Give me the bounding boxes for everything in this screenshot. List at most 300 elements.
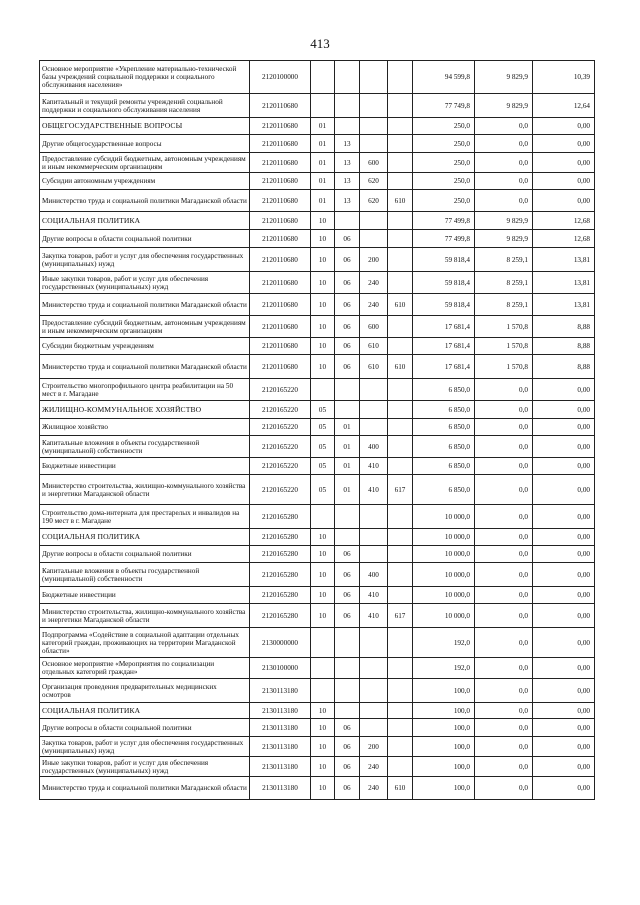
cell-name: Строительство многопрофильного центра реабилитации на 50 мест в г. Магадане (40, 379, 250, 401)
cell-vr (360, 719, 388, 737)
cell-percent: 0,00 (533, 719, 595, 737)
cell-vr (360, 505, 388, 529)
cell-rz: 10 (311, 338, 335, 355)
cell-gr (388, 658, 413, 679)
cell-amount: 6 850,0 (413, 436, 475, 458)
cell-csr: 2120165280 (250, 604, 311, 628)
cell-gr: 610 (388, 294, 413, 316)
cell-vr (360, 628, 388, 658)
table-row (40, 118, 595, 135)
cell-federal: 8 259,1 (475, 248, 533, 272)
cell-name: Субсидии автономным учреждениям (40, 173, 250, 190)
cell-gr: 610 (388, 777, 413, 800)
cell-amount: 77 749,8 (413, 94, 475, 118)
cell-amount: 100,0 (413, 703, 475, 719)
cell-csr: 2120110680 (250, 355, 311, 379)
cell-percent: 0,00 (533, 505, 595, 529)
cell-percent: 0,00 (533, 135, 595, 153)
cell-amount: 100,0 (413, 757, 475, 777)
cell-rz (311, 94, 335, 118)
cell-amount: 59 818,4 (413, 248, 475, 272)
cell-percent: 8,88 (533, 316, 595, 338)
cell-pr (335, 679, 360, 703)
cell-vr: 620 (360, 190, 388, 212)
cell-pr: 06 (335, 737, 360, 757)
cell-federal: 0,0 (475, 436, 533, 458)
table-row (40, 61, 595, 94)
cell-rz: 10 (311, 604, 335, 628)
cell-amount: 59 818,4 (413, 272, 475, 294)
table-row (40, 153, 595, 173)
cell-rz: 10 (311, 757, 335, 777)
cell-pr: 01 (335, 458, 360, 475)
table-row (40, 190, 595, 212)
cell-gr: 617 (388, 604, 413, 628)
cell-vr (360, 658, 388, 679)
table-row (40, 777, 595, 800)
cell-rz: 10 (311, 703, 335, 719)
cell-name: Бюджетные инвестиции (40, 458, 250, 475)
cell-csr: 2120110680 (250, 294, 311, 316)
cell-pr: 06 (335, 248, 360, 272)
cell-amount: 94 599,8 (413, 61, 475, 94)
cell-amount: 17 681,4 (413, 338, 475, 355)
table-row (40, 737, 595, 757)
cell-amount: 10 000,0 (413, 604, 475, 628)
cell-pr: 01 (335, 419, 360, 436)
table-row (40, 379, 595, 401)
table-row (40, 757, 595, 777)
cell-name: Министерство труда и социальной политики Магаданской области (40, 355, 250, 379)
cell-name: Капитальный и текущий ремонты учреждений социальной поддержки и социального обслуживания населения (40, 94, 250, 118)
cell-gr (388, 546, 413, 563)
cell-name: Капитальные вложения в объекты государственной (муниципальной) собственности (40, 563, 250, 587)
cell-amount: 250,0 (413, 190, 475, 212)
cell-rz: 05 (311, 436, 335, 458)
cell-pr: 06 (335, 316, 360, 338)
table-row (40, 135, 595, 153)
table-row (40, 458, 595, 475)
cell-pr (335, 703, 360, 719)
cell-federal: 0,0 (475, 419, 533, 436)
cell-percent: 0,00 (533, 475, 595, 505)
cell-gr (388, 436, 413, 458)
cell-gr (388, 94, 413, 118)
cell-pr (335, 529, 360, 546)
table-row (40, 316, 595, 338)
cell-pr (335, 212, 360, 230)
cell-vr (360, 230, 388, 248)
cell-vr (360, 379, 388, 401)
cell-amount: 10 000,0 (413, 529, 475, 546)
cell-pr: 01 (335, 436, 360, 458)
cell-csr: 2120165220 (250, 475, 311, 505)
cell-percent: 0,00 (533, 679, 595, 703)
cell-federal: 8 259,1 (475, 294, 533, 316)
cell-name: Подпрограмма «Содействие в социальной адаптации отдельных категорий граждан, проживающих на территории Магаданской области» (40, 628, 250, 658)
cell-rz (311, 658, 335, 679)
table-row (40, 94, 595, 118)
cell-amount: 10 000,0 (413, 546, 475, 563)
cell-rz: 10 (311, 563, 335, 587)
cell-federal: 0,0 (475, 458, 533, 475)
cell-csr: 2120165220 (250, 419, 311, 436)
cell-amount: 250,0 (413, 153, 475, 173)
cell-percent: 0,00 (533, 737, 595, 757)
cell-gr (388, 173, 413, 190)
cell-percent: 0,00 (533, 436, 595, 458)
cell-gr (388, 401, 413, 419)
cell-federal: 0,0 (475, 153, 533, 173)
cell-federal: 0,0 (475, 757, 533, 777)
cell-federal: 0,0 (475, 529, 533, 546)
cell-name: Иные закупки товаров, работ и услуг для обеспечения государственных (муниципальных) нужд (40, 757, 250, 777)
cell-vr: 600 (360, 153, 388, 173)
cell-name: Иные закупки товаров, работ и услуг для обеспечения государственных (муниципальных) нужд (40, 272, 250, 294)
cell-federal: 0,0 (475, 475, 533, 505)
cell-csr: 2130113180 (250, 777, 311, 800)
cell-percent: 8,88 (533, 338, 595, 355)
cell-federal: 0,0 (475, 118, 533, 135)
cell-vr (360, 546, 388, 563)
cell-federal: 1 570,8 (475, 355, 533, 379)
cell-pr: 13 (335, 135, 360, 153)
cell-csr: 2120110680 (250, 272, 311, 294)
cell-rz: 10 (311, 294, 335, 316)
cell-rz: 10 (311, 546, 335, 563)
cell-vr: 620 (360, 173, 388, 190)
cell-vr: 240 (360, 777, 388, 800)
cell-percent: 0,00 (533, 529, 595, 546)
cell-amount: 6 850,0 (413, 475, 475, 505)
cell-amount: 59 818,4 (413, 294, 475, 316)
cell-percent: 13,81 (533, 294, 595, 316)
cell-amount: 77 499,8 (413, 230, 475, 248)
cell-csr: 2130113180 (250, 737, 311, 757)
cell-csr: 2130113180 (250, 719, 311, 737)
cell-rz: 10 (311, 212, 335, 230)
cell-federal: 0,0 (475, 505, 533, 529)
cell-gr (388, 272, 413, 294)
cell-pr: 13 (335, 173, 360, 190)
cell-rz: 01 (311, 135, 335, 153)
cell-gr (388, 458, 413, 475)
cell-percent: 0,00 (533, 419, 595, 436)
cell-rz: 01 (311, 118, 335, 135)
cell-name: Министерство строительства, жилищно-коммунального хозяйства и энергетики Магаданской области (40, 604, 250, 628)
cell-percent: 0,00 (533, 604, 595, 628)
cell-percent: 0,00 (533, 190, 595, 212)
budget-table-body (40, 61, 595, 800)
cell-pr: 06 (335, 230, 360, 248)
cell-gr (388, 212, 413, 230)
cell-rz: 10 (311, 355, 335, 379)
cell-rz: 10 (311, 230, 335, 248)
cell-pr: 01 (335, 475, 360, 505)
cell-percent: 0,00 (533, 628, 595, 658)
budget-table (39, 60, 595, 800)
cell-amount: 192,0 (413, 628, 475, 658)
cell-gr (388, 316, 413, 338)
cell-percent: 0,00 (533, 757, 595, 777)
cell-pr: 06 (335, 563, 360, 587)
cell-rz (311, 628, 335, 658)
cell-percent: 0,00 (533, 563, 595, 587)
cell-federal: 9 829,9 (475, 212, 533, 230)
cell-name: Капитальные вложения в объекты государственной (муниципальной) собственности (40, 436, 250, 458)
cell-vr: 610 (360, 355, 388, 379)
cell-gr (388, 338, 413, 355)
table-row (40, 703, 595, 719)
cell-federal: 0,0 (475, 587, 533, 604)
cell-amount: 100,0 (413, 719, 475, 737)
cell-vr: 410 (360, 458, 388, 475)
cell-pr: 06 (335, 604, 360, 628)
cell-amount: 250,0 (413, 135, 475, 153)
cell-name: Другие общегосударственные вопросы (40, 135, 250, 153)
cell-federal: 0,0 (475, 173, 533, 190)
cell-name: Министерство труда и социальной политики Магаданской области (40, 294, 250, 316)
cell-vr: 240 (360, 294, 388, 316)
cell-csr: 2120165220 (250, 401, 311, 419)
cell-pr (335, 94, 360, 118)
cell-pr (335, 379, 360, 401)
cell-amount: 6 850,0 (413, 401, 475, 419)
cell-gr (388, 703, 413, 719)
cell-csr: 2120110680 (250, 212, 311, 230)
cell-csr: 2120100000 (250, 61, 311, 94)
cell-rz (311, 379, 335, 401)
cell-csr: 2120110680 (250, 135, 311, 153)
cell-percent: 0,00 (533, 401, 595, 419)
cell-federal: 0,0 (475, 135, 533, 153)
page-number: 413 (310, 36, 330, 51)
cell-rz: 10 (311, 777, 335, 800)
cell-gr (388, 248, 413, 272)
cell-percent: 0,00 (533, 546, 595, 563)
cell-rz: 05 (311, 401, 335, 419)
cell-pr: 06 (335, 355, 360, 379)
cell-gr (388, 419, 413, 436)
cell-csr: 2120110680 (250, 190, 311, 212)
table-row (40, 546, 595, 563)
table-row (40, 272, 595, 294)
cell-percent: 8,88 (533, 355, 595, 379)
cell-pr: 06 (335, 757, 360, 777)
cell-percent: 0,00 (533, 703, 595, 719)
table-row (40, 338, 595, 355)
cell-percent: 0,00 (533, 658, 595, 679)
cell-vr (360, 94, 388, 118)
cell-percent: 10,39 (533, 61, 595, 94)
cell-federal: 9 829,9 (475, 61, 533, 94)
cell-pr: 06 (335, 777, 360, 800)
cell-rz: 10 (311, 248, 335, 272)
table-row (40, 173, 595, 190)
cell-vr: 600 (360, 316, 388, 338)
cell-name: Закупка товаров, работ и услуг для обеспечения государственных (муниципальных) нужд (40, 248, 250, 272)
cell-csr: 2120165280 (250, 563, 311, 587)
cell-vr (360, 212, 388, 230)
cell-rz (311, 505, 335, 529)
table-row (40, 587, 595, 604)
cell-federal: 0,0 (475, 777, 533, 800)
cell-name: Субсидии бюджетным учреждениям (40, 338, 250, 355)
cell-gr (388, 529, 413, 546)
cell-csr: 2130113180 (250, 757, 311, 777)
cell-name: Предоставление субсидий бюджетным, автономным учреждениям и иным некоммерческим организациям (40, 153, 250, 173)
cell-vr: 400 (360, 436, 388, 458)
cell-federal: 0,0 (475, 737, 533, 757)
cell-name: Другие вопросы в области социальной политики (40, 230, 250, 248)
cell-federal: 0,0 (475, 703, 533, 719)
cell-csr: 2120110680 (250, 153, 311, 173)
cell-rz: 05 (311, 419, 335, 436)
table-row (40, 436, 595, 458)
cell-gr (388, 679, 413, 703)
cell-vr: 610 (360, 338, 388, 355)
cell-csr: 2120110680 (250, 316, 311, 338)
cell-rz: 01 (311, 190, 335, 212)
cell-vr (360, 61, 388, 94)
cell-csr: 2120165220 (250, 458, 311, 475)
cell-gr (388, 153, 413, 173)
cell-amount: 77 499,8 (413, 212, 475, 230)
cell-federal: 0,0 (475, 401, 533, 419)
cell-federal: 0,0 (475, 546, 533, 563)
cell-percent: 0,00 (533, 777, 595, 800)
cell-federal: 0,0 (475, 679, 533, 703)
table-row (40, 563, 595, 587)
cell-percent: 0,00 (533, 118, 595, 135)
cell-name: Организация проведения предварительных медицинских осмотров (40, 679, 250, 703)
cell-vr (360, 529, 388, 546)
cell-amount: 250,0 (413, 118, 475, 135)
cell-federal: 8 259,1 (475, 272, 533, 294)
table-row (40, 294, 595, 316)
cell-vr (360, 703, 388, 719)
cell-amount: 6 850,0 (413, 379, 475, 401)
cell-federal: 9 829,9 (475, 94, 533, 118)
cell-name: СОЦИАЛЬНАЯ ПОЛИТИКА (40, 212, 250, 230)
cell-gr (388, 505, 413, 529)
cell-csr: 2130100000 (250, 658, 311, 679)
cell-csr: 2120165280 (250, 529, 311, 546)
cell-csr: 2130113180 (250, 679, 311, 703)
cell-gr (388, 379, 413, 401)
cell-federal: 0,0 (475, 190, 533, 212)
cell-percent: 0,00 (533, 587, 595, 604)
cell-csr: 2120165220 (250, 436, 311, 458)
cell-csr: 2120110680 (250, 94, 311, 118)
cell-percent: 13,81 (533, 272, 595, 294)
cell-csr: 2120110680 (250, 230, 311, 248)
cell-gr: 610 (388, 190, 413, 212)
cell-csr: 2120165280 (250, 505, 311, 529)
cell-rz (311, 679, 335, 703)
cell-amount: 100,0 (413, 777, 475, 800)
cell-pr: 13 (335, 190, 360, 212)
cell-vr: 200 (360, 248, 388, 272)
cell-gr (388, 118, 413, 135)
table-row (40, 212, 595, 230)
table-row (40, 419, 595, 436)
cell-federal: 0,0 (475, 379, 533, 401)
table-row (40, 529, 595, 546)
cell-rz: 10 (311, 529, 335, 546)
cell-name: Министерство строительства, жилищно-коммунального хозяйства и энергетики Магаданской области (40, 475, 250, 505)
cell-percent: 13,81 (533, 248, 595, 272)
cell-rz: 10 (311, 719, 335, 737)
table-row (40, 475, 595, 505)
cell-federal: 0,0 (475, 719, 533, 737)
cell-federal: 1 570,8 (475, 316, 533, 338)
cell-amount: 6 850,0 (413, 458, 475, 475)
cell-gr: 617 (388, 475, 413, 505)
cell-vr (360, 135, 388, 153)
cell-pr: 06 (335, 338, 360, 355)
cell-vr: 240 (360, 272, 388, 294)
cell-name: Министерство труда и социальной политики Магаданской области (40, 190, 250, 212)
cell-name: Другие вопросы в области социальной политики (40, 546, 250, 563)
cell-amount: 100,0 (413, 737, 475, 757)
cell-vr: 200 (360, 737, 388, 757)
cell-gr (388, 757, 413, 777)
cell-name: Министерство труда и социальной политики Магаданской области (40, 777, 250, 800)
cell-pr: 06 (335, 587, 360, 604)
cell-percent: 12,64 (533, 94, 595, 118)
cell-pr: 06 (335, 272, 360, 294)
cell-rz: 10 (311, 587, 335, 604)
cell-pr: 06 (335, 546, 360, 563)
cell-csr: 2120110680 (250, 173, 311, 190)
cell-vr: 410 (360, 604, 388, 628)
cell-pr: 06 (335, 294, 360, 316)
table-row (40, 628, 595, 658)
cell-gr (388, 135, 413, 153)
cell-gr (388, 587, 413, 604)
cell-percent: 0,00 (533, 379, 595, 401)
cell-csr: 2120165280 (250, 546, 311, 563)
cell-vr (360, 118, 388, 135)
cell-vr (360, 419, 388, 436)
cell-gr (388, 737, 413, 757)
cell-name: СОЦИАЛЬНАЯ ПОЛИТИКА (40, 703, 250, 719)
cell-amount: 10 000,0 (413, 505, 475, 529)
table-row (40, 679, 595, 703)
cell-name: Закупка товаров, работ и услуг для обеспечения государственных (муниципальных) нужд (40, 737, 250, 757)
cell-gr (388, 61, 413, 94)
cell-rz: 01 (311, 173, 335, 190)
cell-vr: 400 (360, 563, 388, 587)
cell-percent: 0,00 (533, 458, 595, 475)
cell-name: Предоставление субсидий бюджетным, автономным учреждениям и иным некоммерческим организациям (40, 316, 250, 338)
cell-name: ОБЩЕГОСУДАРСТВЕННЫЕ ВОПРОСЫ (40, 118, 250, 135)
cell-rz: 10 (311, 737, 335, 757)
cell-pr (335, 401, 360, 419)
cell-percent: 0,00 (533, 153, 595, 173)
cell-gr (388, 563, 413, 587)
cell-rz: 05 (311, 458, 335, 475)
cell-csr: 2130113180 (250, 703, 311, 719)
cell-amount: 250,0 (413, 173, 475, 190)
cell-pr: 13 (335, 153, 360, 173)
cell-vr (360, 679, 388, 703)
cell-csr: 2120165220 (250, 379, 311, 401)
cell-pr (335, 505, 360, 529)
cell-amount: 6 850,0 (413, 419, 475, 436)
cell-federal: 0,0 (475, 563, 533, 587)
